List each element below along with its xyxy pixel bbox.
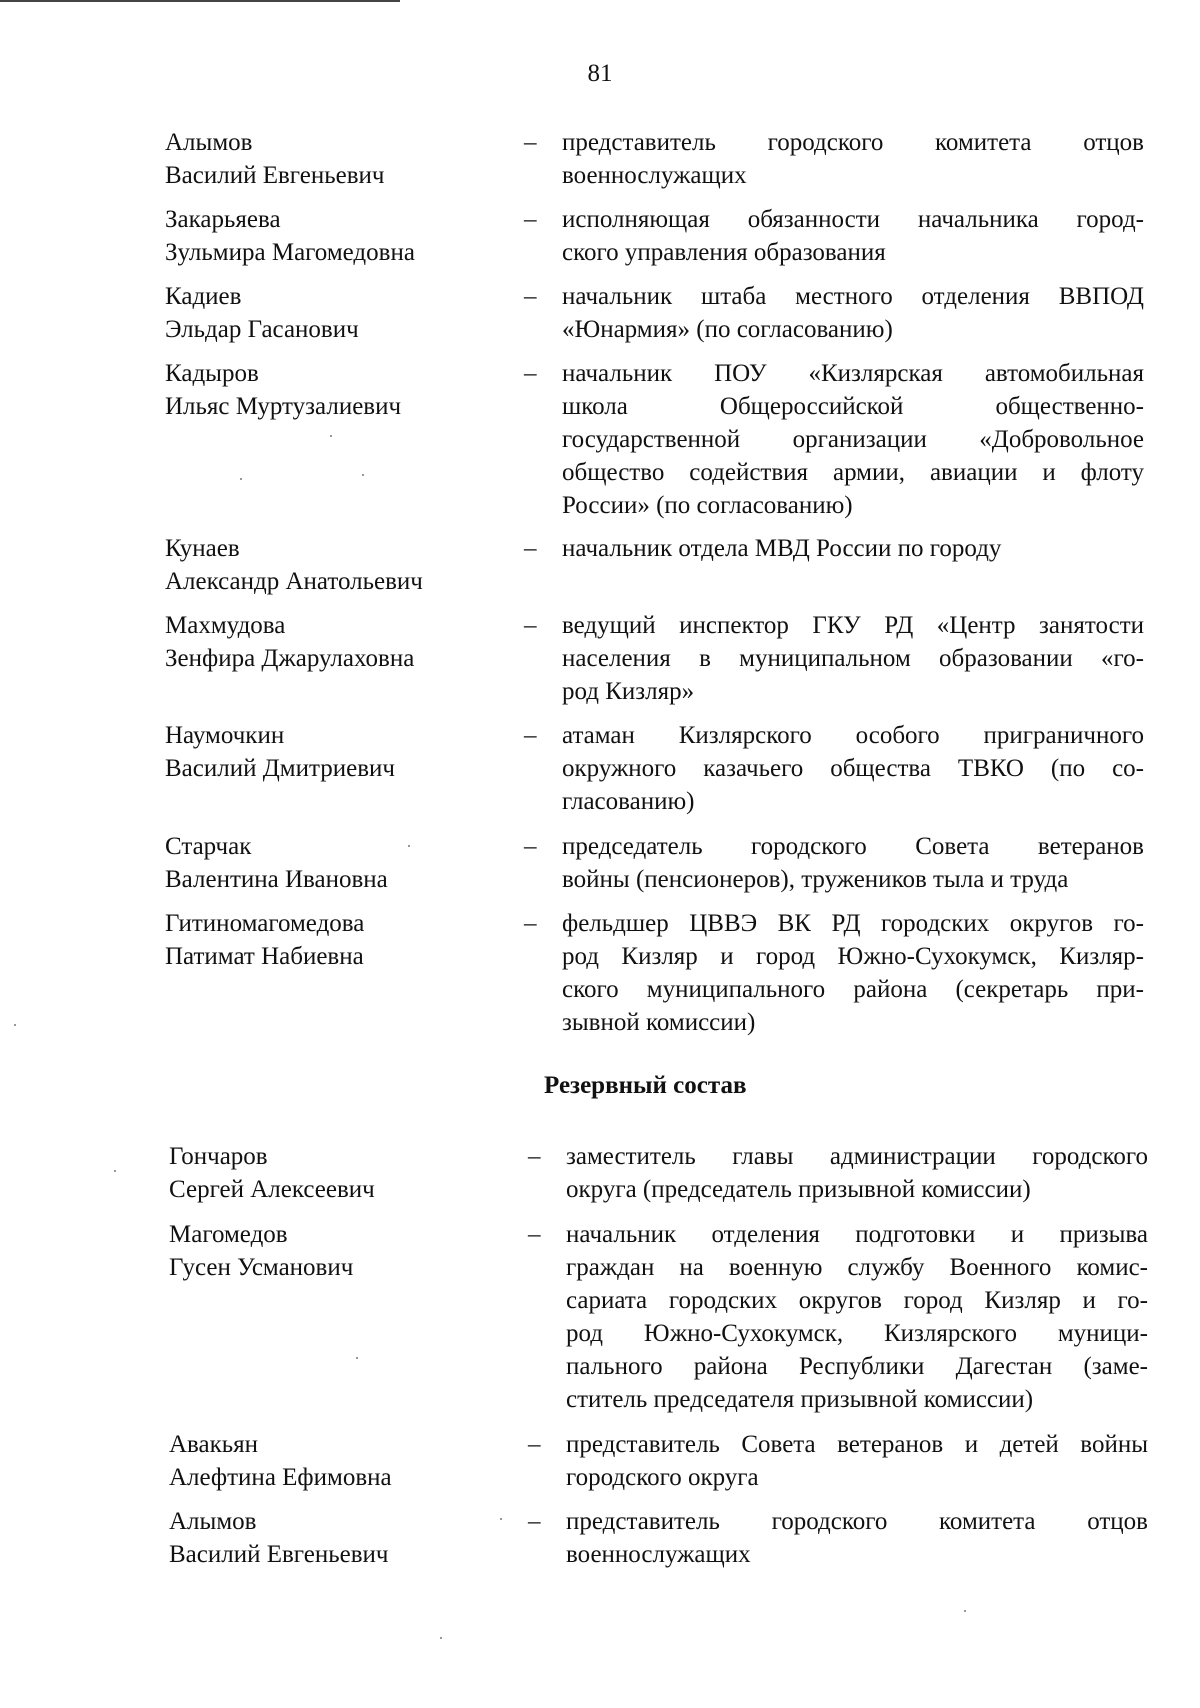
member-role <box>566 1428 1148 1494</box>
surname: Гитиномагомедова <box>165 910 365 937</box>
role-line: ского муниципального района (секретарь при- <box>562 976 1144 1003</box>
given-names: Александр Анатольевич <box>165 568 423 595</box>
role-line: род Кизляр» <box>562 678 695 705</box>
dash: – <box>528 1221 541 1248</box>
role-line: России» (по согласованию) <box>562 492 853 519</box>
given-names: Алефтина Ефимовна <box>169 1464 392 1491</box>
scan-speck <box>362 474 364 476</box>
given-names: Василий Евгеньевич <box>165 162 385 189</box>
role-line: заместитель главы администрации городского <box>566 1143 1148 1170</box>
role-line: сариата городских округов город Кизляр и го- <box>566 1287 1148 1314</box>
surname: Авакьян <box>169 1431 259 1458</box>
scan-speck <box>330 435 332 437</box>
given-names: Сергей Алексеевич <box>169 1176 375 1203</box>
dash: – <box>524 283 537 310</box>
member-name <box>165 126 495 192</box>
member-role <box>562 203 1144 269</box>
role-line: зывной комиссии) <box>562 1009 756 1036</box>
surname: Закарьяева <box>165 206 281 233</box>
role-line: войны (пенсионеров), тружеников тыла и труда <box>562 866 1069 893</box>
member-role <box>562 532 1144 565</box>
dash: – <box>524 129 537 156</box>
role-line: председатель городского Совета ветеранов <box>562 833 1144 860</box>
role-line: городского округа <box>566 1464 759 1491</box>
member-role <box>566 1218 1148 1416</box>
member-name <box>165 609 495 675</box>
role-line: «Юнармия» (по согласованию) <box>562 316 893 343</box>
member-role <box>566 1140 1148 1206</box>
given-names: Гусен Усманович <box>169 1254 354 1281</box>
surname: Алымов <box>165 129 253 156</box>
role-line: фельдшер ЦВВЭ ВК РД городских округов го- <box>562 910 1144 937</box>
surname: Гончаров <box>169 1143 268 1170</box>
role-line: ститель председателя призывной комиссии) <box>566 1386 1034 1413</box>
dash: – <box>524 910 537 937</box>
dash: – <box>524 360 537 387</box>
scan-speck <box>500 1518 502 1520</box>
surname: Кадыров <box>165 360 259 387</box>
role-line: ского управления образования <box>562 239 886 266</box>
member-name <box>165 719 495 785</box>
role-line: военнослужащих <box>566 1541 751 1568</box>
member-name <box>165 532 495 598</box>
member-role <box>562 907 1144 1039</box>
given-names: Зульмира Магомедовна <box>165 239 415 266</box>
role-line: атаман Кизлярского особого приграничного <box>562 722 1144 749</box>
surname: Старчак <box>165 833 252 860</box>
dash: – <box>528 1508 541 1535</box>
member-name <box>165 203 495 269</box>
dash: – <box>524 612 537 639</box>
member-name <box>169 1428 499 1494</box>
member-role <box>566 1505 1148 1571</box>
role-line: государственной организации «Добровольное <box>562 426 1144 453</box>
scan-speck <box>114 1170 116 1172</box>
role-line: род Кизляр и город Южно-Сухокумск, Кизляр- <box>562 943 1144 970</box>
scan-speck <box>240 478 242 480</box>
top-rule <box>0 0 400 2</box>
role-line: род Южно-Сухокумск, Кизлярского муници- <box>566 1320 1148 1347</box>
dash: – <box>528 1431 541 1458</box>
dash: – <box>524 722 537 749</box>
surname: Наумочкин <box>165 722 285 749</box>
scan-speck <box>440 1637 442 1639</box>
surname: Алымов <box>169 1508 257 1535</box>
role-line: начальник штаба местного отделения ВВПОД <box>562 283 1144 310</box>
member-name <box>169 1505 499 1571</box>
surname: Магомедов <box>169 1221 288 1248</box>
member-name <box>165 280 495 346</box>
dash: – <box>524 833 537 860</box>
member-name <box>169 1140 499 1206</box>
member-name <box>165 830 495 896</box>
role-line: окружного казачьего общества ТВКО (по со- <box>562 755 1144 782</box>
role-line: гласованию) <box>562 788 695 815</box>
dash: – <box>524 206 537 233</box>
member-role <box>562 830 1144 896</box>
member-role <box>562 609 1144 708</box>
role-line: школа Общероссийской общественно- <box>562 393 1144 420</box>
role-line: начальник отдела МВД России по городу <box>562 535 1002 562</box>
given-names: Эльдар Гасанович <box>165 316 359 343</box>
given-names: Ильяс Муртузалиевич <box>165 393 402 420</box>
member-name <box>169 1218 499 1284</box>
role-line: представитель Совета ветеранов и детей войны <box>566 1431 1148 1458</box>
member-name <box>165 357 495 423</box>
role-line: военнослужащих <box>562 162 747 189</box>
role-line: представитель городского комитета отцов <box>566 1508 1148 1535</box>
scan-speck <box>408 845 410 847</box>
member-role <box>562 719 1144 818</box>
role-line: ведущий инспектор ГКУ РД «Центр занятости <box>562 612 1144 639</box>
surname: Кунаев <box>165 535 240 562</box>
reserve-section-heading: Резервный состав <box>544 1072 747 1099</box>
given-names: Василий Дмитриевич <box>165 755 395 782</box>
role-line: граждан на военную службу Военного комис- <box>566 1254 1148 1281</box>
surname: Махмудова <box>165 612 286 639</box>
scan-speck <box>356 1357 358 1359</box>
given-names: Патимат Набиевна <box>165 943 364 970</box>
member-role <box>562 280 1144 346</box>
scan-speck <box>14 1024 16 1026</box>
given-names: Валентина Ивановна <box>165 866 388 893</box>
member-name <box>165 907 495 973</box>
role-line: населения в муниципальном образовании «го- <box>562 645 1144 672</box>
role-line: общество содействия армии, авиации и флоту <box>562 459 1144 486</box>
scan-speck <box>964 1610 966 1612</box>
page-number: 81 <box>587 60 613 87</box>
member-role <box>562 357 1144 522</box>
role-line: исполняющая обязанности начальника город- <box>562 206 1144 233</box>
role-line: начальник ПОУ «Кизлярская автомобильная <box>562 360 1144 387</box>
role-line: пального района Республики Дагестан (заме- <box>566 1353 1148 1380</box>
dash: – <box>528 1143 541 1170</box>
role-line: представитель городского комитета отцов <box>562 129 1144 156</box>
dash: – <box>524 535 537 562</box>
given-names: Василий Евгеньевич <box>169 1541 389 1568</box>
role-line: начальник отделения подготовки и призыва <box>566 1221 1148 1248</box>
given-names: Зенфира Джарулаховна <box>165 645 415 672</box>
member-role <box>562 126 1144 192</box>
role-line: округа (председатель призывной комиссии) <box>566 1176 1031 1203</box>
surname: Кадиев <box>165 283 242 310</box>
